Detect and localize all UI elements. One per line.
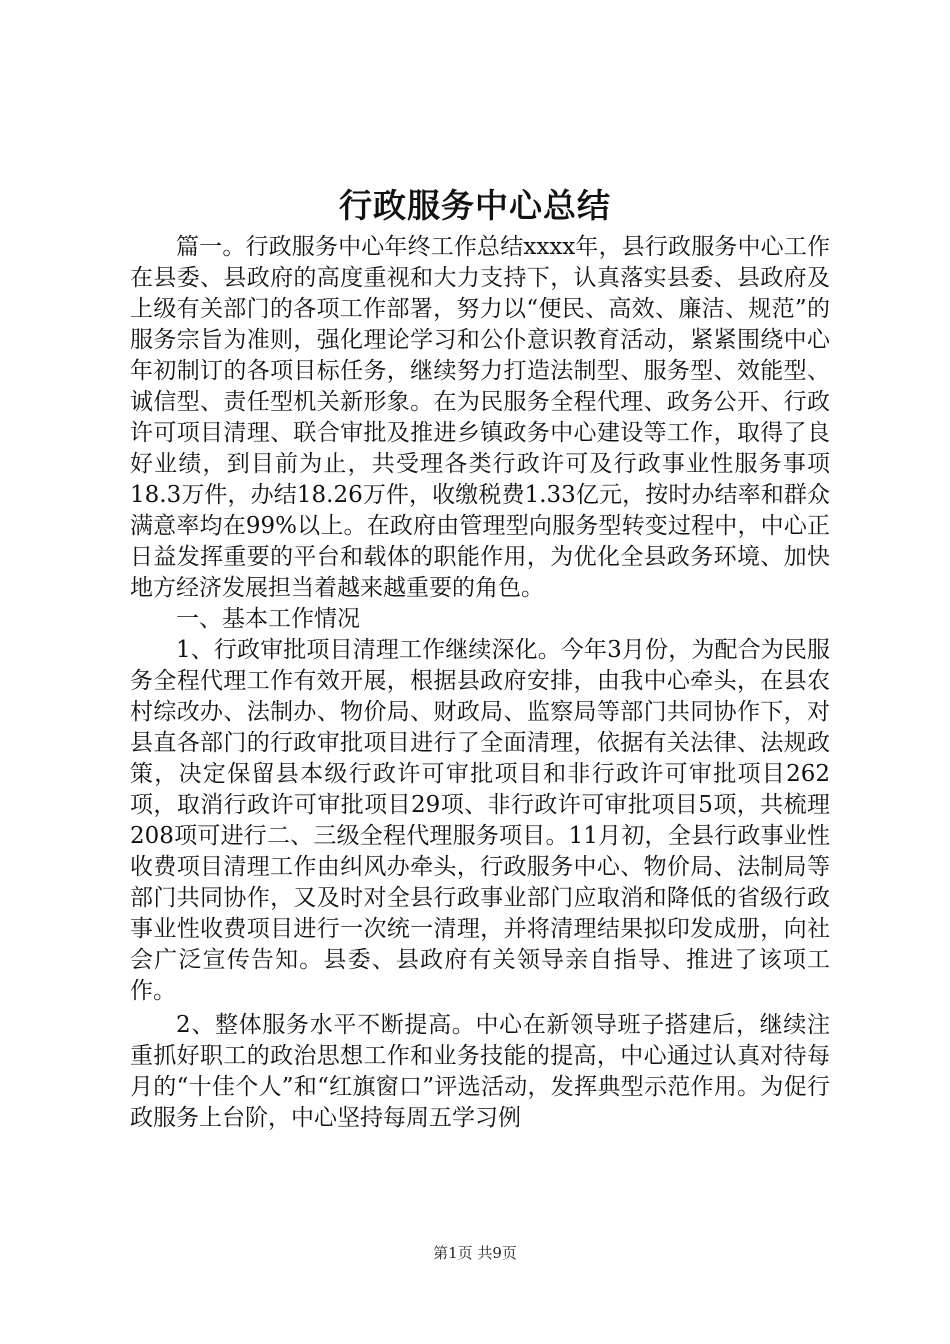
paragraph-intro: 篇一。行政服务中心年终工作总结xxxx年，县行政服务中心工作在县委、县政府的高度重视和大力支持下，认真落实县委、县政府及上级有关部门的各项工作部署，努力以“便民、高效、廉洁、规范”的服务宗旨为准则，强化理论学习和公仆意识教育活动，紧紧围绕中心年初制订的各项目标任务，继续努力打造法制型、服务型、效能型、诚信型、责任型机关新形象。在为民服务全程代理、政务公开、行政许可项目清理、联合审批及推进乡镇政务中心建设等工作，取得了良好业绩，到目前为止，共受理各类行政许可及行政事业性服务事项18.3万件，办结18.26万件，收缴税费1.33亿元，按时办结率和群众满意率均在99%以上。在政府由管理型向服务型转变过程中，中心正日益发挥重要的平台和载体的职能作用，为优化全县政务环境、加快地方经济发展担当着越来越重要的角色。: [130, 234, 830, 601]
page-footer: 第1页 共9页: [433, 1244, 517, 1262]
document-body: [130, 232, 830, 1134]
paragraph-item-1: 1、行政审批项目清理工作继续深化。今年3月份，为配合为民服务全程代理工作有效开展，根据县政府安排，由我中心牵头，在县农村综改办、法制办、物价局、财政局、监察局等部门共同协作下，对县直各部门的行政审批项目进行了全面清理，依据有关法律、法规政策，决定保留县本级行政许可审批项目和非行政许可审批项目262项，取消行政许可审批项目29项、非行政许可审批项目5项，共梳理208项可进行二、三级全程代理服务项目。11月初，全县行政事业性收费项目清理工作由纠风办牵头，行政服务中心、物价局、法制局等部门共同协作，又及时对全县行政事业部门应取消和降低的省级行政事业性收费项目进行一次统一清理，并将清理结果拟印发成册，向社会广泛宣传告知。县委、县政府有关领导亲自指导、推进了该项工作。: [130, 637, 830, 1004]
section-heading: 一、基本工作情况: [176, 606, 360, 632]
document-title: 行政服务中心总结: [339, 186, 611, 225]
paragraph-item-2: 2、整体服务水平不断提高。中心在新领导班子搭建后，继续注重抓好职工的政治思想工作和业务技能的提高，中心通过认真对待每月的“十佳个人”和“红旗窗口”评选活动，发挥典型示范作用。为促行政服务上台阶，中心坚持每周五学习例: [130, 1012, 830, 1131]
